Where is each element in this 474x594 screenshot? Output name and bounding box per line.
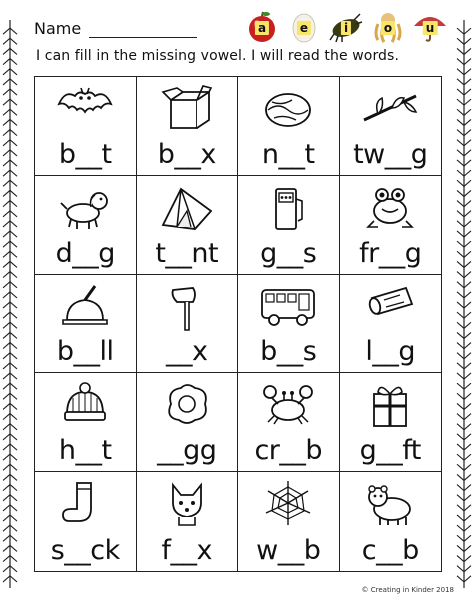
word-cell bbox=[35, 176, 137, 275]
name-label: Name bbox=[34, 18, 82, 38]
word-label: b__ll bbox=[56, 336, 114, 368]
word-label: b__t bbox=[58, 138, 112, 170]
word-cell bbox=[137, 373, 239, 472]
word-cell bbox=[137, 77, 239, 176]
word-cell bbox=[35, 472, 137, 571]
crab-icon bbox=[258, 378, 318, 430]
twig-icon bbox=[360, 82, 420, 134]
right-arrow-border bbox=[456, 20, 472, 588]
word-cell bbox=[35, 275, 137, 374]
word-label: b__x bbox=[157, 138, 216, 170]
vowel-u bbox=[412, 10, 448, 44]
word-cell bbox=[137, 472, 239, 571]
vowel-letter: u bbox=[423, 21, 438, 35]
name-line bbox=[89, 23, 197, 38]
vowel-i bbox=[328, 10, 364, 44]
copyright: © Creating in Kinder 2018 bbox=[361, 586, 454, 594]
name-input[interactable] bbox=[89, 25, 197, 41]
word-label: h__t bbox=[58, 435, 112, 467]
bell-icon bbox=[55, 280, 115, 332]
web-icon bbox=[258, 477, 318, 529]
instructions: I can fill in the missing vowel. I will read the words. bbox=[36, 48, 399, 64]
word-cell bbox=[340, 472, 442, 571]
gas-pump-icon bbox=[258, 181, 318, 233]
word-cell bbox=[238, 77, 340, 176]
egg-icon bbox=[157, 378, 217, 430]
word-label: t__nt bbox=[155, 237, 219, 269]
ax-icon bbox=[157, 280, 217, 332]
vowel-e bbox=[286, 10, 322, 44]
word-label: s__ck bbox=[50, 535, 120, 566]
log-icon bbox=[360, 280, 420, 332]
word-label: l__g bbox=[365, 336, 416, 368]
vowel-letter: o bbox=[381, 21, 395, 35]
hat-icon bbox=[55, 378, 115, 430]
word-cell bbox=[35, 373, 137, 472]
word-cell bbox=[238, 373, 340, 472]
dog-icon bbox=[55, 181, 115, 233]
word-label: tw__g bbox=[353, 138, 428, 170]
bat-icon bbox=[55, 82, 115, 134]
word-label: fr__g bbox=[359, 237, 422, 269]
word-label: __gg bbox=[157, 435, 217, 467]
name-row bbox=[34, 14, 197, 42]
word-label: __x bbox=[166, 336, 208, 368]
word-cell bbox=[238, 176, 340, 275]
word-label: b__s bbox=[260, 336, 317, 368]
cub-icon bbox=[360, 477, 420, 529]
word-cell bbox=[340, 275, 442, 374]
word-label: c__b bbox=[361, 535, 419, 566]
word-cell bbox=[238, 472, 340, 571]
vowel-key bbox=[244, 10, 448, 44]
vowel-letter: i bbox=[341, 21, 351, 35]
word-cell bbox=[137, 176, 239, 275]
word-cell bbox=[340, 373, 442, 472]
box-icon bbox=[157, 82, 217, 134]
bus-icon bbox=[258, 280, 318, 332]
word-cell bbox=[238, 275, 340, 374]
word-label: f__x bbox=[161, 535, 212, 566]
sock-icon bbox=[55, 477, 115, 529]
word-cell bbox=[35, 77, 137, 176]
word-label: d__g bbox=[55, 237, 115, 269]
word-cell bbox=[340, 77, 442, 176]
word-label: w__b bbox=[256, 535, 321, 566]
vowel-o bbox=[370, 10, 406, 44]
word-label: g__s bbox=[260, 237, 317, 269]
word-grid bbox=[34, 76, 442, 572]
vowel-letter: a bbox=[255, 21, 269, 35]
tent-icon bbox=[157, 181, 217, 233]
word-label: g__ft bbox=[359, 435, 421, 467]
word-cell bbox=[137, 275, 239, 374]
word-cell bbox=[340, 176, 442, 275]
word-label: cr__b bbox=[254, 435, 323, 467]
word-label: n__t bbox=[261, 138, 315, 170]
fox-icon bbox=[157, 477, 217, 529]
frog-icon bbox=[360, 181, 420, 233]
vowel-a bbox=[244, 10, 280, 44]
nut-icon bbox=[258, 82, 318, 134]
gift-icon bbox=[360, 378, 420, 430]
left-arrow-border bbox=[2, 20, 18, 588]
vowel-letter: e bbox=[297, 21, 311, 35]
